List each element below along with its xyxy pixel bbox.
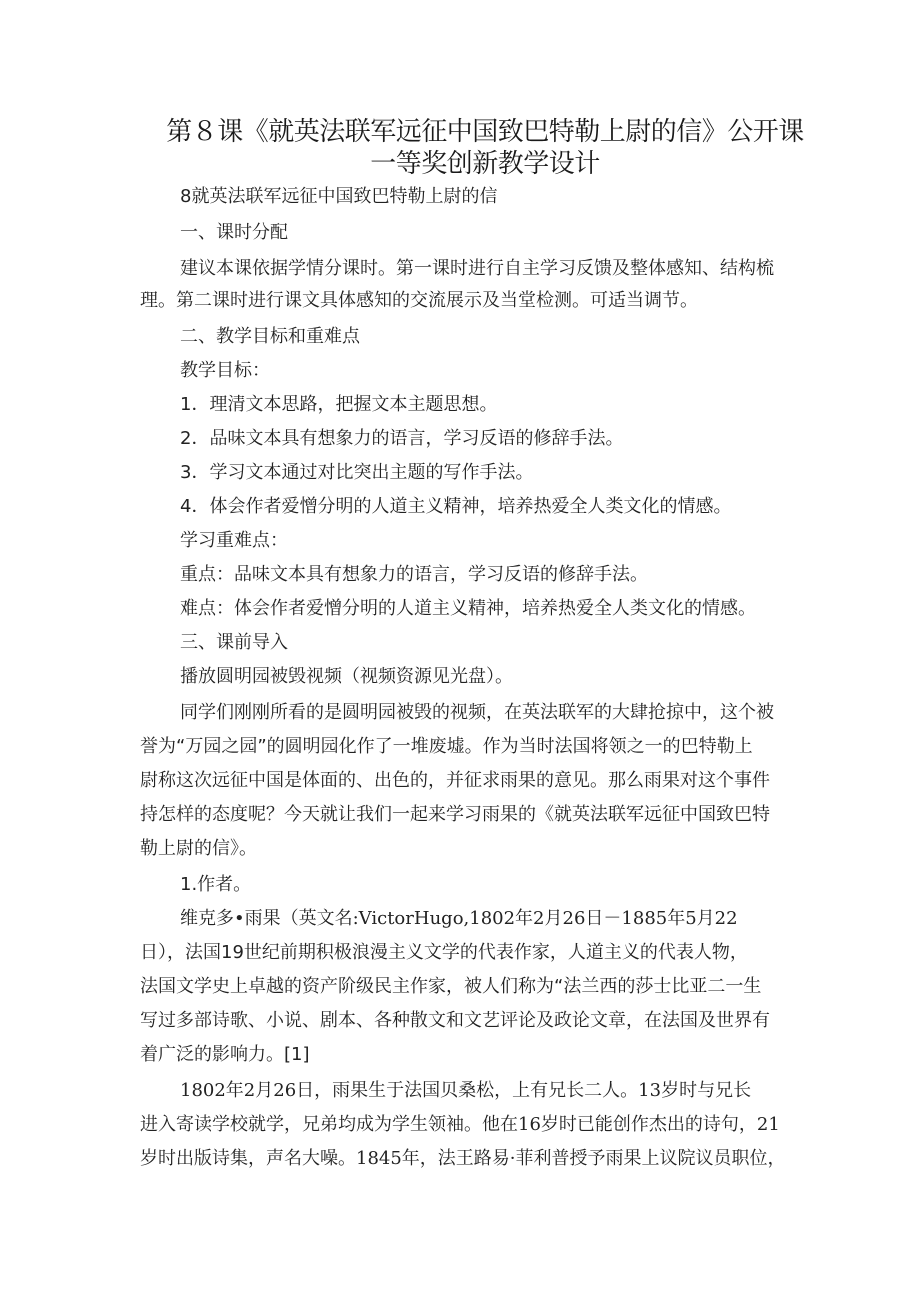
paragraph-line: 写过多部诗歌、小说、剧本、各种散文和文艺评论及政论文章，在法国及世界有 [140,1010,770,1031]
goal-item-2: 2．品味文本具有想象力的语言，学习反语的修辞手法。 [180,428,624,449]
paragraph-line: 同学们刚刚所看的是圆明园被毁的视频，在英法联军的大肆抢掠中，这个被 [180,702,774,723]
paragraph-line: 岁时出版诗集，声名大噪。1845年，法王路易·菲利普授予雨果上议院议员职位， [140,1148,786,1169]
section-heading-schedule: 一、课时分配 [180,222,288,243]
paragraph-line: 勒上尉的信》。 [140,838,257,859]
document-title-line-1: 第８课《就英法联军远征中国致巴特勒上尉的信》公开课 [166,117,804,147]
paragraph-line: 播放圆明园被毁视频（视频资源见光盘）。 [180,666,513,687]
paragraph-line: 维克多•雨果（英文名:VictorHugo,1802年2月26日－1885年5月22 [180,908,738,929]
paragraph-line: 着广泛的影响力。[1] [140,1044,310,1065]
lesson-heading: 8就英法联军远征中国致巴特勒上尉的信 [180,186,498,207]
paragraph-line: 1802年2月26日，雨果生于法国贝桑松，上有兄长二人。13岁时与兄长 [180,1080,752,1101]
document-title-line-2: 一等奖创新教学设计 [370,149,600,179]
goal-item-1: 1．理清文本思路，把握文本主题思想。 [180,394,498,415]
section-heading-goals: 二、教学目标和重难点 [180,326,360,347]
difficult-point: 难点：体会作者爱憎分明的人道主义精神，培养热爱全人类文化的情感。 [180,598,756,619]
paragraph-line: 建议本课依据学情分课时。第一课时进行自主学习反馈及整体感知、结构梳 [180,258,774,279]
paragraph-line: 誉为“万园之园”的圆明园化作了一堆废墟。作为当时法国将领之一的巴特勒上 [140,736,753,757]
subheading-key-points: 学习重难点： [180,530,288,551]
goal-item-3: 3．学习文本通过对比突出主题的写作手法。 [180,462,534,483]
paragraph-line: 理。第二课时进行课文具体感知的交流展示及当堂检测。可适当调节。 [140,290,698,311]
paragraph-line: 尉称这次远征中国是体面的、出色的，并征求雨果的意见。那么雨果对这个事件 [140,770,770,791]
section-heading-intro: 三、课前导入 [180,632,288,653]
paragraph-line: 持怎样的态度呢？今天就让我们一起来学习雨果的《就英法联军远征中国致巴特 [140,804,770,825]
paragraph-line: 日），法国19世纪前期积极浪漫主义文学的代表作家，人道主义的代表人物， [140,942,748,963]
paragraph-line: 进入寄读学校就学，兄弟均成为学生领袖。他在16岁时已能创作杰出的诗句，21 [140,1114,780,1135]
paragraph-line: 法国文学史上卓越的资产阶级民主作家，被人们称为“法兰西的莎士比亚二一生 [140,976,762,997]
subheading-author: 1.作者。 [180,874,252,895]
key-point: 重点：品味文本具有想象力的语言，学习反语的修辞手法。 [180,564,648,585]
goal-item-4: 4．体会作者爱憎分明的人道主义精神，培养热爱全人类文化的情感。 [180,496,732,517]
subheading-goals: 教学目标： [180,360,270,381]
